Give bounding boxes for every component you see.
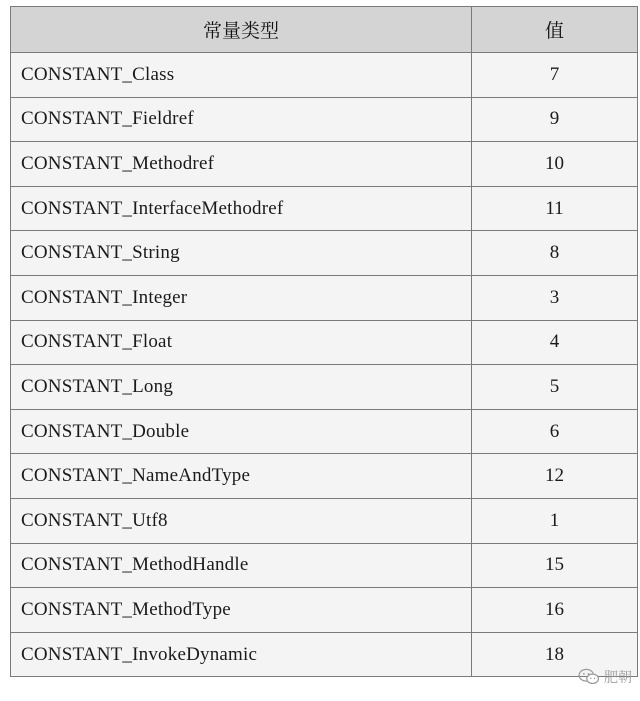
value-cell: 12 (472, 454, 638, 499)
table-body (11, 53, 638, 677)
value-cell: 9 (472, 97, 638, 142)
value-cell: 18 (472, 632, 638, 677)
value-cell: 11 (472, 186, 638, 231)
value-cell: 8 (472, 231, 638, 276)
type-cell: CONSTANT_Long (11, 365, 472, 410)
type-cell: CONSTANT_Utf8 (11, 498, 472, 543)
table-row (11, 498, 638, 543)
table-row (11, 409, 638, 454)
type-cell: CONSTANT_MethodType (11, 588, 472, 633)
table-row (11, 53, 638, 98)
value-cell: 6 (472, 409, 638, 454)
wechat-icon (578, 668, 600, 686)
value-cell: 16 (472, 588, 638, 633)
type-cell: CONSTANT_String (11, 231, 472, 276)
table-row (11, 142, 638, 187)
watermark (578, 667, 632, 687)
header-value: 值 (472, 7, 638, 53)
value-cell: 1 (472, 498, 638, 543)
table-row (11, 231, 638, 276)
type-cell: CONSTANT_Fieldref (11, 97, 472, 142)
type-cell: CONSTANT_MethodHandle (11, 543, 472, 588)
table-row (11, 275, 638, 320)
table-header (11, 7, 638, 53)
table-row (11, 365, 638, 410)
type-cell: CONSTANT_Float (11, 320, 472, 365)
type-cell: CONSTANT_NameAndType (11, 454, 472, 499)
type-cell: CONSTANT_InvokeDynamic (11, 632, 472, 677)
constant-type-table (10, 6, 638, 677)
header-type: 常量类型 (11, 7, 472, 53)
table-row (11, 632, 638, 677)
value-cell: 5 (472, 365, 638, 410)
header-row (11, 7, 638, 53)
watermark-text: 肥朝 (604, 670, 632, 686)
value-cell: 3 (472, 275, 638, 320)
type-cell: CONSTANT_InterfaceMethodref (11, 186, 472, 231)
type-cell: CONSTANT_Methodref (11, 142, 472, 187)
table-row (11, 186, 638, 231)
type-cell: CONSTANT_Class (11, 53, 472, 98)
table-row (11, 97, 638, 142)
value-cell: 4 (472, 320, 638, 365)
type-cell: CONSTANT_Double (11, 409, 472, 454)
type-cell: CONSTANT_Integer (11, 275, 472, 320)
table-row (11, 454, 638, 499)
table-row (11, 588, 638, 633)
value-cell: 10 (472, 142, 638, 187)
value-cell: 15 (472, 543, 638, 588)
constant-type-table-container (10, 6, 637, 677)
table-row (11, 543, 638, 588)
value-cell: 7 (472, 53, 638, 98)
table-row (11, 320, 638, 365)
